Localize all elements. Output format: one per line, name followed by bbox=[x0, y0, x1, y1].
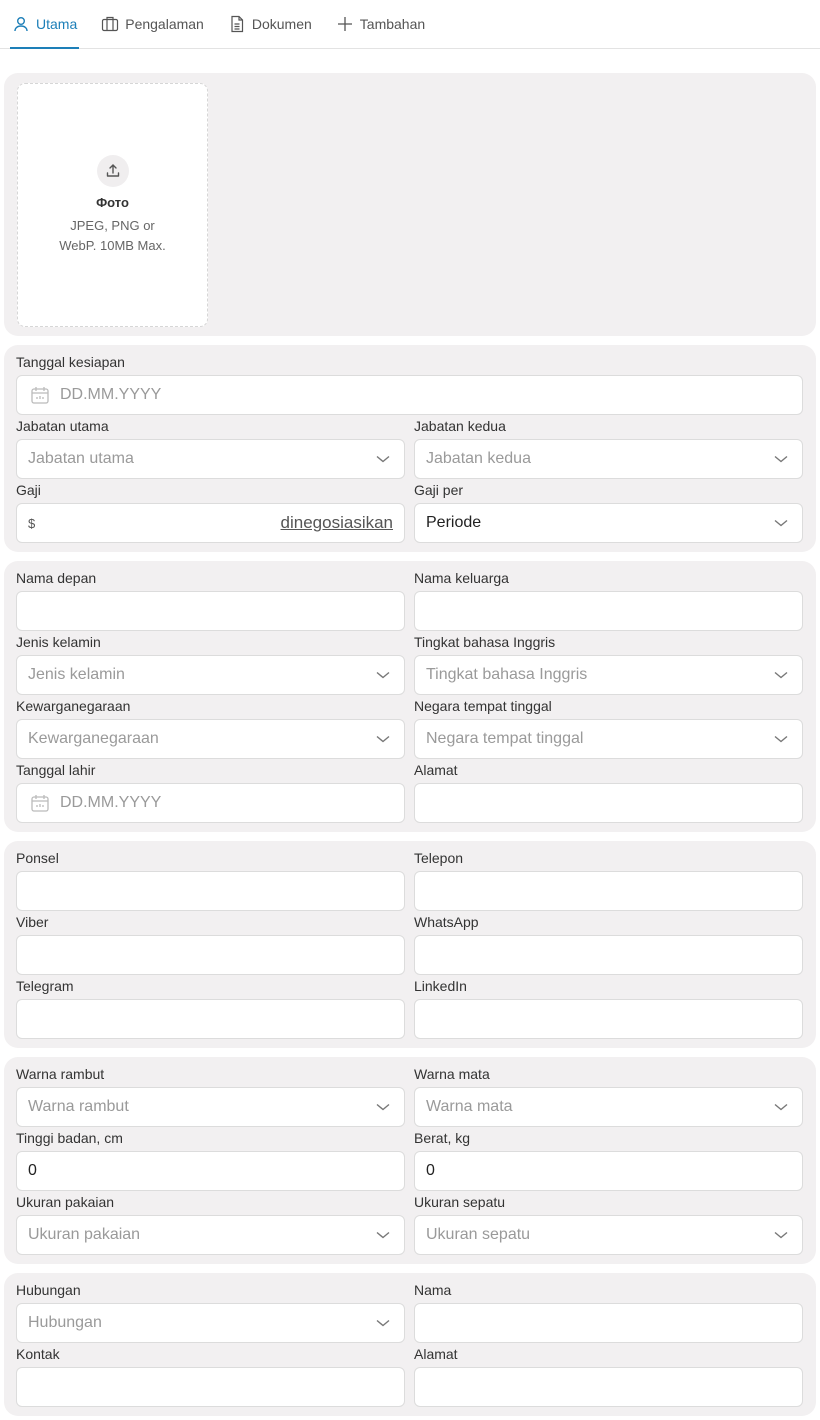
jenis-kelamin-select[interactable] bbox=[16, 655, 405, 695]
field-nama-keluarga bbox=[414, 567, 803, 631]
linkedin-input[interactable] bbox=[414, 999, 803, 1039]
field-label: Viber bbox=[16, 914, 49, 930]
field-ponsel bbox=[16, 847, 405, 911]
photo-hint-line: WebP. 10MB Max. bbox=[59, 237, 166, 253]
field-warna-mata bbox=[414, 1063, 803, 1127]
chevron-down-icon bbox=[375, 731, 391, 747]
date-placeholder: DD.MM.YYYY bbox=[60, 386, 162, 403]
chevron-down-icon bbox=[773, 667, 789, 683]
chevron-down-icon bbox=[375, 667, 391, 683]
chevron-down-icon bbox=[375, 451, 391, 467]
field-label: WhatsApp bbox=[414, 914, 479, 930]
field-label: LinkedIn bbox=[414, 978, 467, 994]
currency-symbol: $ bbox=[28, 515, 36, 531]
tingkat-bahasa-inggris-select[interactable] bbox=[414, 655, 803, 695]
field-jabatan-utama bbox=[16, 415, 405, 479]
field-label: Alamat bbox=[414, 762, 458, 778]
field-tanggal-kesiapan bbox=[16, 351, 803, 415]
field-label: Kewarganegaraan bbox=[16, 698, 131, 714]
telegram-input[interactable] bbox=[16, 999, 405, 1039]
select-placeholder: Ukuran pakaian bbox=[28, 1226, 141, 1243]
chevron-down-icon bbox=[375, 1099, 391, 1115]
viber-input[interactable] bbox=[16, 935, 405, 975]
berat-input[interactable] bbox=[414, 1151, 803, 1191]
form-section bbox=[4, 1273, 816, 1416]
photo-hint-line: JPEG, PNG or bbox=[70, 217, 155, 233]
photo-section bbox=[4, 73, 816, 336]
field-nama-depan bbox=[16, 567, 405, 631]
chevron-down-icon bbox=[773, 731, 789, 747]
select-placeholder: Jenis kelamin bbox=[28, 666, 125, 683]
warna-rambut-select[interactable] bbox=[16, 1087, 405, 1127]
field-whatsapp bbox=[414, 911, 803, 975]
select-placeholder: Jabatan utama bbox=[28, 450, 134, 467]
select-placeholder: Ukuran sepatu bbox=[426, 1226, 531, 1243]
chevron-down-icon bbox=[773, 1099, 789, 1115]
field-label: Kontak bbox=[16, 1346, 60, 1362]
jabatan-kedua-select[interactable] bbox=[414, 439, 803, 479]
field-alamat-kontak bbox=[414, 1343, 803, 1407]
field-kewarganegaraan bbox=[16, 695, 405, 759]
field-jenis-kelamin bbox=[16, 631, 405, 695]
calendar-icon bbox=[30, 793, 50, 813]
tab-label: Utama bbox=[36, 16, 78, 32]
select-placeholder: Warna mata bbox=[426, 1098, 513, 1115]
field-nama-kontak bbox=[414, 1279, 803, 1343]
tab-tambahan[interactable] bbox=[334, 0, 427, 48]
form-section bbox=[4, 1057, 816, 1264]
field-label: Jenis kelamin bbox=[16, 634, 101, 650]
field-label: Tanggal lahir bbox=[16, 762, 96, 778]
field-hubungan bbox=[16, 1279, 405, 1343]
field-label: Warna rambut bbox=[16, 1066, 105, 1082]
date-placeholder: DD.MM.YYYY bbox=[60, 794, 162, 811]
field-linkedin bbox=[414, 975, 803, 1039]
tab-label: Pengalaman bbox=[125, 16, 204, 32]
field-gaji bbox=[16, 479, 405, 543]
alamat-input[interactable] bbox=[414, 783, 803, 823]
field-berat bbox=[414, 1127, 803, 1191]
select-placeholder: Warna rambut bbox=[28, 1098, 129, 1115]
field-label: Ukuran sepatu bbox=[414, 1194, 506, 1210]
ukuran-pakaian-select[interactable] bbox=[16, 1215, 405, 1255]
select-placeholder: Hubungan bbox=[28, 1314, 102, 1331]
nama-kontak-input[interactable] bbox=[414, 1303, 803, 1343]
select-placeholder: Jabatan kedua bbox=[426, 450, 531, 467]
field-label: Tingkat bahasa Inggris bbox=[414, 634, 556, 650]
field-label: Negara tempat tinggal bbox=[414, 698, 552, 714]
select-placeholder: Kewarganegaraan bbox=[28, 730, 159, 747]
chevron-down-icon bbox=[375, 1315, 391, 1331]
field-label: Tinggi badan, cm bbox=[16, 1130, 123, 1146]
photo-upload-dropzone[interactable] bbox=[17, 83, 208, 327]
input-value: 0 bbox=[28, 1162, 37, 1179]
field-tanggal-lahir bbox=[16, 759, 405, 823]
plus-icon bbox=[336, 15, 354, 33]
field-label: Warna mata bbox=[414, 1066, 490, 1082]
telepon-input[interactable] bbox=[414, 871, 803, 911]
chevron-down-icon bbox=[375, 1227, 391, 1243]
kewarganegaraan-select[interactable] bbox=[16, 719, 405, 759]
tanggal-kesiapan-date-input[interactable] bbox=[16, 375, 803, 415]
field-gaji-per bbox=[414, 479, 803, 543]
calendar-icon bbox=[30, 385, 50, 405]
field-alamat bbox=[414, 759, 803, 823]
select-value: Periode bbox=[426, 514, 482, 531]
field-label: Telegram bbox=[16, 978, 74, 994]
field-label: Jabatan kedua bbox=[414, 418, 506, 434]
chevron-down-icon bbox=[773, 515, 789, 531]
field-label: Gaji bbox=[16, 482, 41, 498]
negotiable-link[interactable]: dinegosiasikan bbox=[280, 513, 393, 532]
negara-tempat-tinggal-select[interactable] bbox=[414, 719, 803, 759]
select-placeholder: Negara tempat tinggal bbox=[426, 730, 584, 747]
user-icon bbox=[12, 15, 30, 33]
select-placeholder: Tingkat bahasa Inggris bbox=[426, 666, 588, 683]
photo-hint bbox=[59, 216, 165, 256]
field-tinggi-badan bbox=[16, 1127, 405, 1191]
form-content bbox=[0, 49, 820, 1416]
field-tingkat-bahasa-inggris bbox=[414, 631, 803, 695]
field-label: Ponsel bbox=[16, 850, 59, 866]
chevron-down-icon bbox=[773, 1227, 789, 1243]
field-viber bbox=[16, 911, 405, 975]
field-telegram bbox=[16, 975, 405, 1039]
field-ukuran-sepatu bbox=[414, 1191, 803, 1255]
kontak-input[interactable] bbox=[16, 1367, 405, 1407]
nama-keluarga-input[interactable] bbox=[414, 591, 803, 631]
tab-label: Tambahan bbox=[359, 16, 426, 32]
form-section bbox=[4, 345, 816, 552]
document-icon bbox=[228, 15, 246, 33]
field-telepon bbox=[414, 847, 803, 911]
tab-bar bbox=[0, 0, 820, 49]
upload-icon bbox=[97, 155, 129, 187]
field-jabatan-kedua bbox=[414, 415, 803, 479]
tab-utama[interactable] bbox=[10, 0, 79, 48]
field-kontak bbox=[16, 1343, 405, 1407]
tab-pengalaman[interactable] bbox=[99, 0, 206, 48]
field-label: Alamat bbox=[414, 1346, 458, 1362]
jabatan-utama-select[interactable] bbox=[16, 439, 405, 479]
hubungan-select[interactable] bbox=[16, 1303, 405, 1343]
tinggi-badan-input[interactable] bbox=[16, 1151, 405, 1191]
nama-depan-input[interactable] bbox=[16, 591, 405, 631]
ukuran-sepatu-select[interactable] bbox=[414, 1215, 803, 1255]
tab-dokumen[interactable] bbox=[226, 0, 314, 48]
ponsel-input[interactable] bbox=[16, 871, 405, 911]
field-label: Nama bbox=[414, 1282, 452, 1298]
field-label: Berat, kg bbox=[414, 1130, 471, 1146]
alamat-kontak-input[interactable] bbox=[414, 1367, 803, 1407]
form-section bbox=[4, 561, 816, 832]
field-label: Nama keluarga bbox=[414, 570, 509, 586]
form-section bbox=[4, 841, 816, 1048]
field-warna-rambut bbox=[16, 1063, 405, 1127]
tab-label: Dokumen bbox=[251, 16, 312, 32]
field-label: Hubungan bbox=[16, 1282, 81, 1298]
gaji-per-select[interactable] bbox=[414, 503, 803, 543]
field-label: Telepon bbox=[414, 850, 464, 866]
field-label: Nama depan bbox=[16, 570, 97, 586]
field-ukuran-pakaian bbox=[16, 1191, 405, 1255]
whatsapp-input[interactable] bbox=[414, 935, 803, 975]
field-label: Gaji per bbox=[414, 482, 464, 498]
field-label: Tanggal kesiapan bbox=[16, 354, 125, 370]
photo-title: Фото bbox=[96, 194, 129, 210]
chevron-down-icon bbox=[773, 451, 789, 467]
field-label: Jabatan utama bbox=[16, 418, 109, 434]
input-value: 0 bbox=[426, 1162, 435, 1179]
warna-mata-select[interactable] bbox=[414, 1087, 803, 1127]
briefcase-icon bbox=[101, 15, 119, 33]
field-label: Ukuran pakaian bbox=[16, 1194, 115, 1210]
tanggal-lahir-date-input[interactable] bbox=[16, 783, 405, 823]
field-negara-tempat-tinggal bbox=[414, 695, 803, 759]
gaji-input[interactable] bbox=[16, 503, 405, 543]
